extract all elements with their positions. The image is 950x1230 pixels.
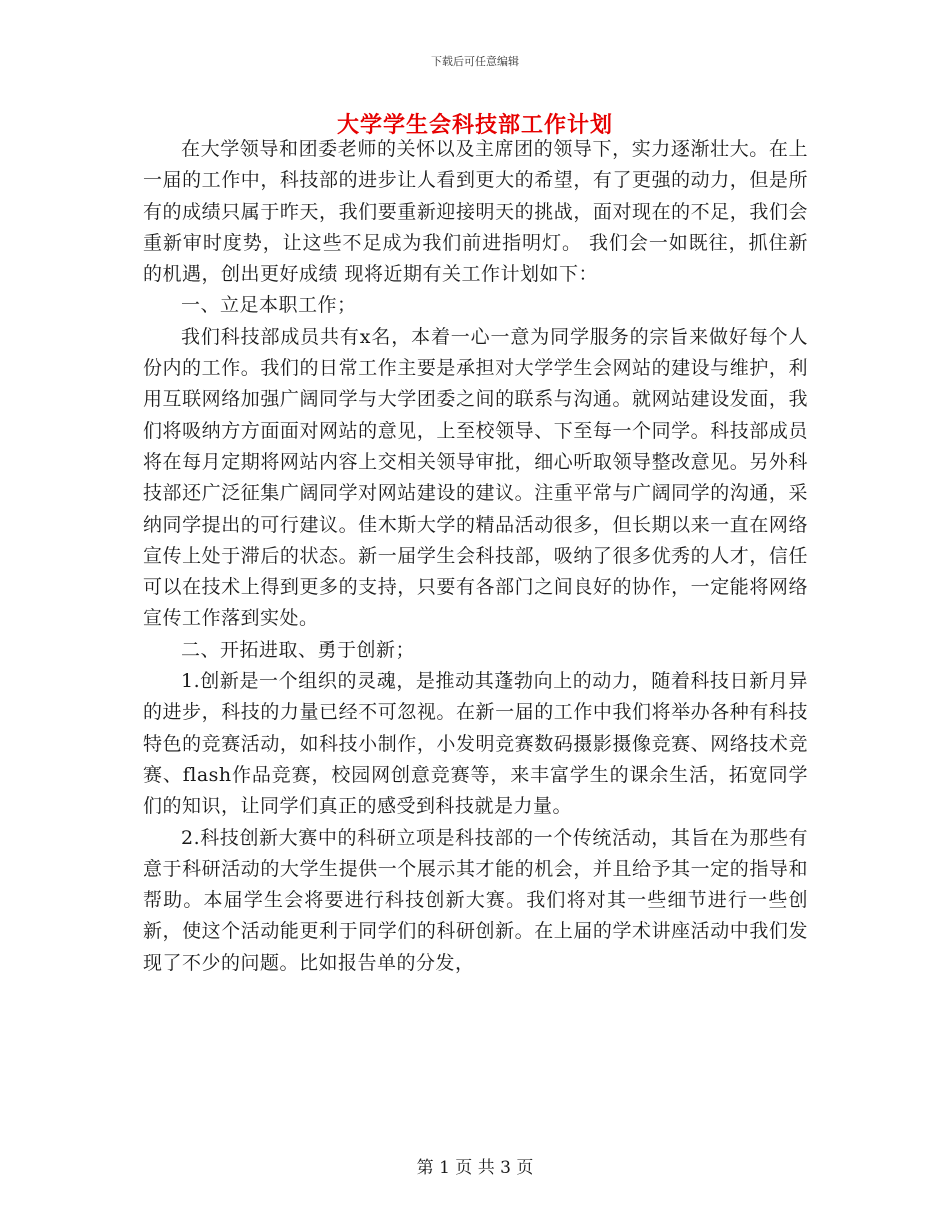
section-2-item-1: 1.创新是一个组织的灵魂，是推动其蓬勃向上的动力，随着科技日新月异的进步，科技的力量已经不可忽视。在新一届的工作中我们将举办各种有科技特色的竞赛活动，如科技小制作，小发明竞赛数码摄影摄像竞赛、网络技术竞赛、flash作品竞赛，校园网创意竞赛等，来丰富学生的课余生活，拓宽同学们的知识，让同学们真正的感受到科技就是力量。 bbox=[143, 670, 808, 818]
header-note: 下载后可任意编辑 bbox=[431, 55, 519, 68]
section-heading-2: 二、开拓进取、勇于创新； bbox=[181, 638, 416, 661]
section-1-paragraph: 我们科技部成员共有x名，本着一心一意为同学服务的宗旨来做好每个人份内的工作。我们的日常工作主要是承担对大学学生会网站的建设与维护，利用互联网络加强广阔同学与大学团委之间的联系与沟通。就网站建设发面，我们将吸纳方方面面对网站的意见，上至校领导、下至每一个同学。科技部成员将在每月定期将网站内容上交相关领导审批，细心听取领导整改意见。另外科技部还广泛征集广阔同学对网站建设的建议。注重平常与广阔同学的沟通，采纳同学提出的可行建议。佳木斯大学的精品活动很多，但长期以来一直在网络宣传上处于滞后的状态。新一届学生会科技部，吸纳了很多优秀的人才，信任可以在技术上得到更多的支持，只要有各部门之间良好的协作，一定能将网络宣传工作落到实处。 bbox=[143, 325, 808, 630]
section-heading-1: 一、立足本职工作； bbox=[181, 294, 357, 317]
document-body bbox=[143, 134, 808, 979]
page-number-footer: 第 1 页 共 3 页 bbox=[416, 1158, 534, 1178]
document-title: 大学学生会科技部工作计划 bbox=[336, 112, 613, 138]
intro-paragraph: 在大学领导和团委老师的关怀以及主席团的领导下，实力逐渐壮大。在上一届的工作中，科技部的进步让人看到更大的希望，有了更强的动力，但是所有的成绩只属于昨天，我们要重新迎接明天的挑战，面对现在的不足，我们会重新审时度势，让这些不足成为我们前进指明灯。 我们会一如既往，抓住新的机遇，创出更好成绩 现将近期有关工作计划如下： bbox=[143, 138, 808, 286]
section-2-item-2: 2.科技创新大赛中的科研立项是科技部的一个传统活动，其旨在为那些有意于科研活动的大学生提供一个展示其才能的机会，并且给予其一定的指导和帮助。本届学生会将要进行科技创新大赛。我们将对其一些细节进行一些创新，使这个活动能更利于同学们的科研创新。在上届的学术讲座活动中我们发现了不少的问题。比如报告单的分发， bbox=[143, 826, 808, 974]
